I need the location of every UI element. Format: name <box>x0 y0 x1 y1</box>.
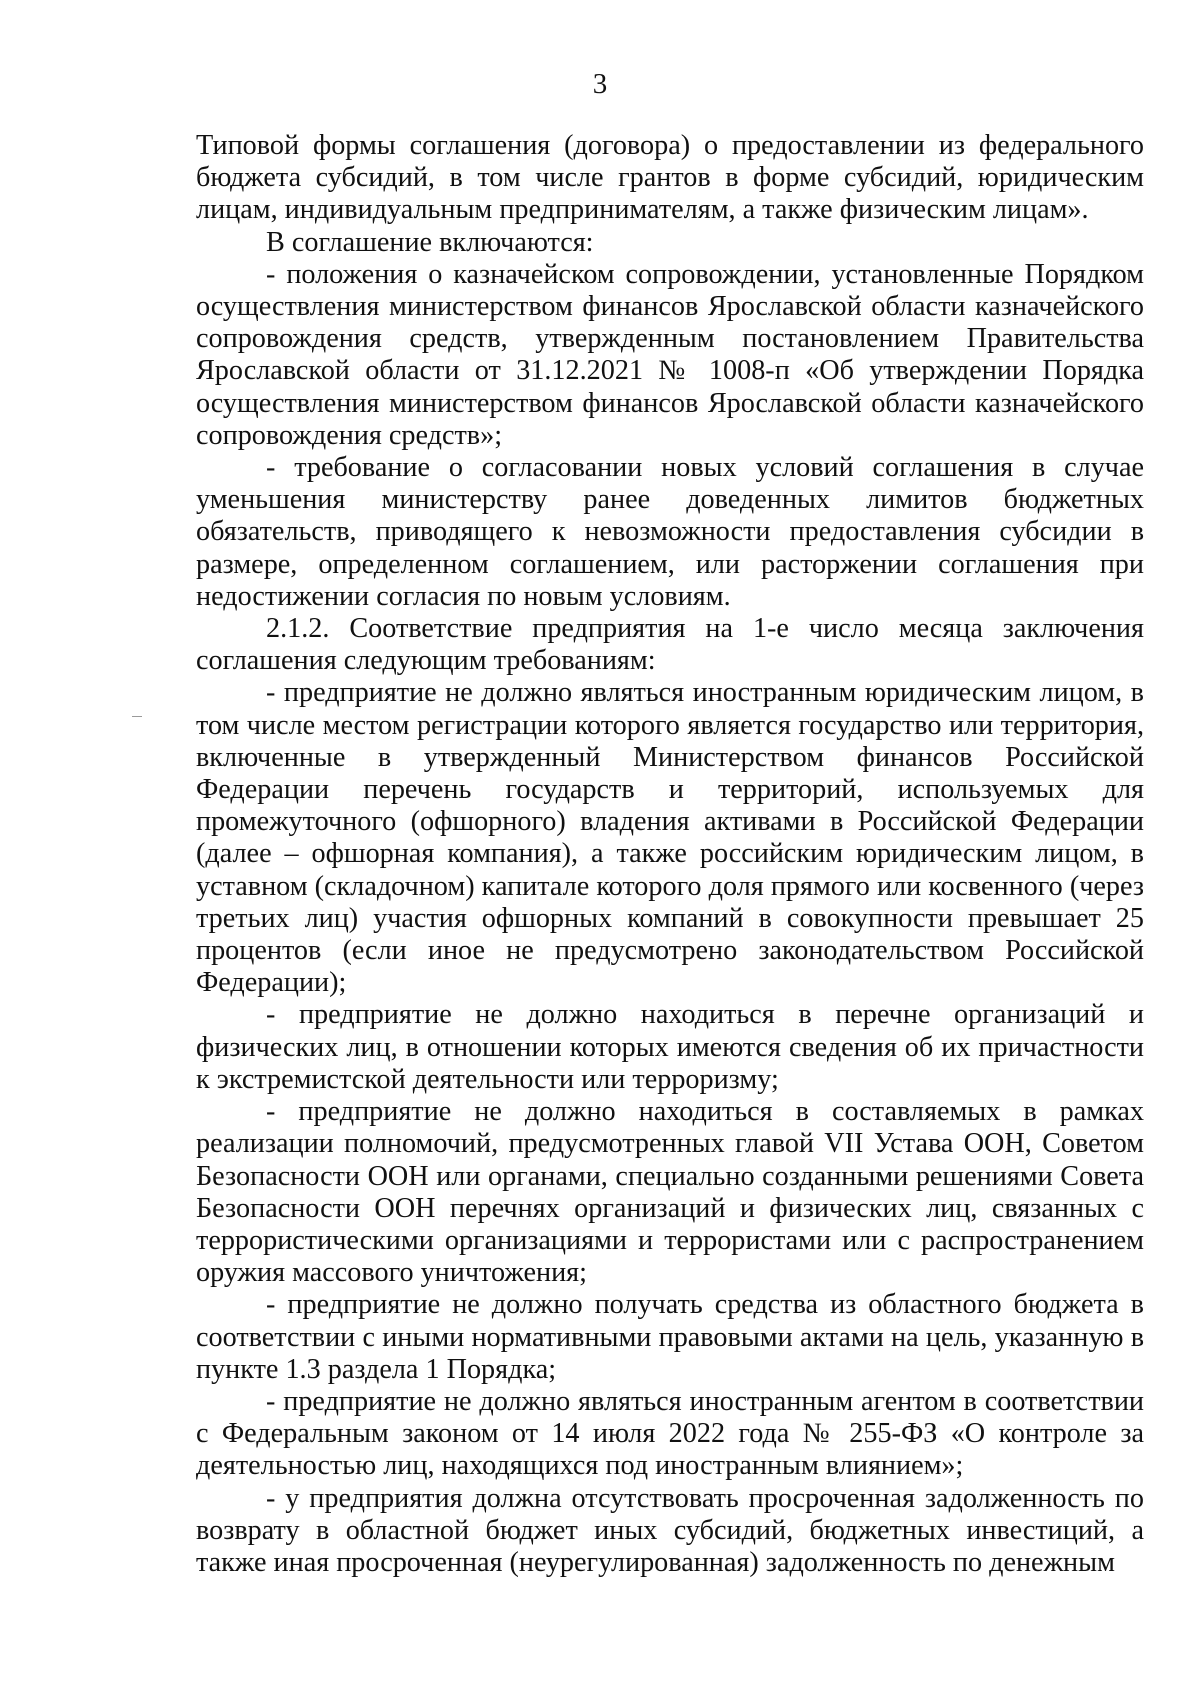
page-number: 3 <box>592 68 608 100</box>
paragraph: - предприятие не должно являться иностранным агентом в соответствии с Федеральным законом от 14 июля 2022 года № 255-ФЗ «О контроле за деятельностью лиц, находящихся под иностранным влиянием»; <box>196 1385 1144 1482</box>
paragraph: - требование о согласовании новых условий соглашения в случае уменьшения министерству ранее доведенных лимитов бюджетных обязательств, приводящего к невозможности предоставления субсидии в размере, определенном соглашением, или расторжении соглашения при недостижении согласия по новым условиям. <box>196 452 1144 612</box>
paragraph: - предприятие не должно находиться в составляемых в рамках реализации полномочий, предусмотренных главой VII Устава ООН, Советом Безопасности ООН или органами, специально созданными решениями Совета Безопасности ООН перечнях организаций и физических лиц, связанных с террористическими организациями и террористами или с распространением оружия массового уничтожения; <box>196 1096 1144 1289</box>
scan-artifact <box>132 716 142 717</box>
paragraph: - у предприятия должна отсутствовать просроченная задолженность по возврату в областной бюджет иных субсидий, бюджетных инвестиций, а также иная просроченная (неурегулированная) задолженность по денежным <box>196 1482 1144 1578</box>
paragraph: - положения о казначейском сопровождении, установленные Порядком осуществления министерством финансов Ярославской области казначейского сопровождения средств, утвержденным постановлением Правительства Ярославской области от 31.12.2021 № 1008-п «Об утверждении Порядка осуществления министерством финансов Ярославской области казначейского сопровождения средств»; <box>196 258 1144 451</box>
paragraph: - предприятие не должно находиться в перечне организаций и физических лиц, в отношении которых имеются сведения об их причастности к экстремистской деятельности или терроризму; <box>196 999 1144 1095</box>
paragraph: 2.1.2. Соответствие предприятия на 1-е число месяца заключения соглашения следующим требованиям: <box>196 613 1144 677</box>
paragraph: Типовой формы соглашения (договора) о предоставлении из федерального бюджета субсидий, в том числе грантов в форме субсидий, юридическим лицам, индивидуальным предпринимателям, а также физическим лицам». <box>196 130 1144 226</box>
paragraph: - предприятие не должно являться иностранным юридическим лицом, в том числе местом регистрации которого является государство или территория, включенные в утвержденный Министерством финансов Российской Федерации перечень государств и территорий, используемых для промежуточного (офшорного) владения активами в Российской Федерации (далее – офшорная компания), а также российским юридическим лицом, в уставном (складочном) капитале которого доля прямого или косвенного (через третьих лиц) участия офшорных компаний в совокупности превышает 25 процентов (если иное не предусмотрено законодательством Российской Федерации); <box>196 677 1144 999</box>
paragraph: - предприятие не должно получать средства из областного бюджета в соответствии с иными нормативными правовыми актами на цель, указанную в пункте 1.3 раздела 1 Порядка; <box>196 1289 1144 1385</box>
paragraph: В соглашение включаются: <box>266 226 594 258</box>
body-text <box>196 130 1144 1579</box>
